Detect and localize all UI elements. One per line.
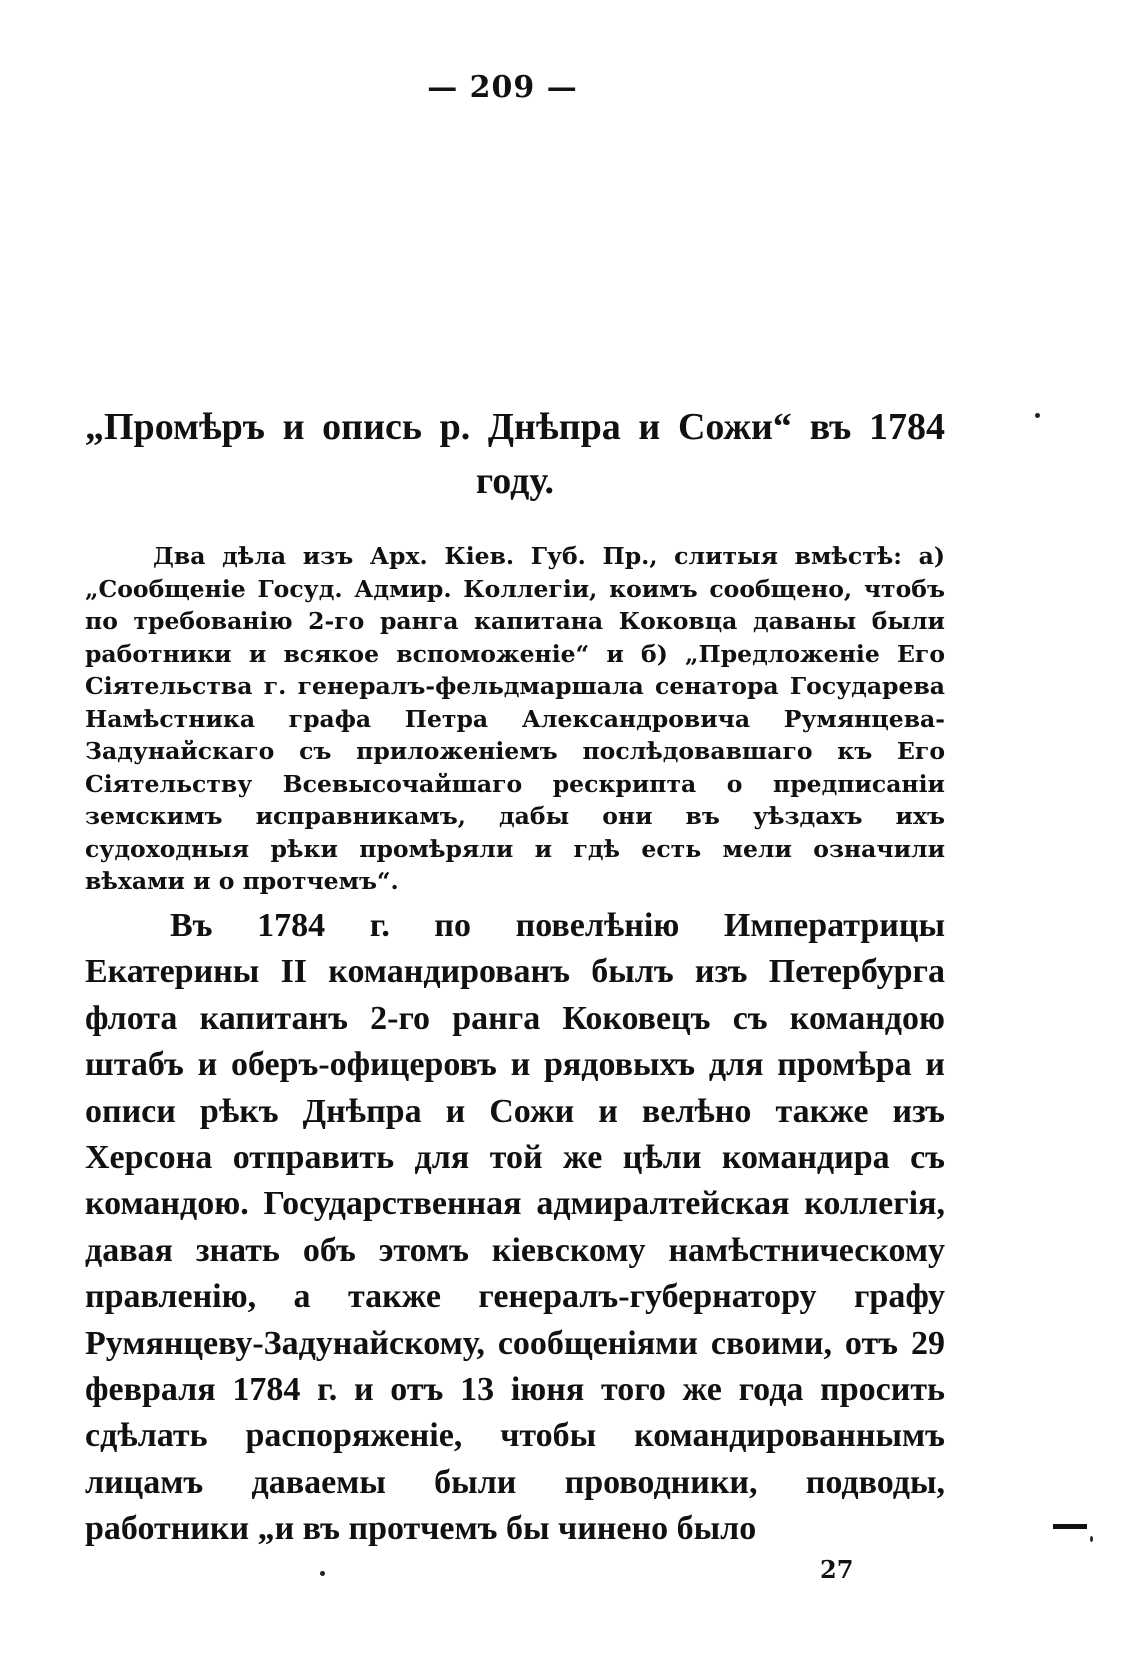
signature-mark: 27 <box>820 1555 854 1584</box>
scan-speck <box>1090 1536 1093 1542</box>
scan-speck <box>320 1571 325 1576</box>
document-title: „Промѣръ и опись р. Днѣпра и Сожи“ въ 1784 году. <box>85 406 945 502</box>
margin-dash-mark <box>1053 1524 1087 1529</box>
body-paragraph: Въ 1784 г. по повелѣнію Императрицы Екатерины II командированъ былъ изъ Петербурга флота капитанъ 2-го ранга Коковецъ съ командою штабъ и оберъ-офицеровъ и рядовыхъ для промѣра и описи рѣкъ Днѣпра и Сожи и велѣно также изъ Херсона отправить для той же цѣли командира съ командою. Государственная адмиралтейская коллегія, давая знать объ этомъ кіевскому намѣстническому правленію, а также генералъ-губернатору графу Румянцеву-Задунайскому, сообщеніями своими, отъ 29 февраля 1784 г. и отъ 13 іюня того же года просить сдѣлать распоряженіе, чтобы командированнымъ лицамъ даваемы были проводники, подводы, работники „и въ протчемъ бы чинено было <box>85 907 945 1548</box>
page-number: — 209 — <box>427 70 578 105</box>
document-summary: Два дѣла изъ Арх. Кіев. Губ. Пр., слитыя вмѣстѣ: а) „Сообщеніе Госуд. Адмир. Коллегіи, коимъ сообщено, чтобъ по требованію 2-го ранга капитана Коковца даваны были работники и всякое вспоможеніе“ и б) „Предложеніе Его Сіятельства г. генералъ-фельдмаршала сенатора Государева Намѣстника графа Петра Александровича Румянцева-Задунайскаго съ приложеніемъ послѣдовавшаго къ Его Сіятельству Всевысочайшаго рескрипта о предписаніи земскимъ исправникамъ, дабы они въ уѣздахъ ихъ судоходныя рѣки промѣряли и гдѣ есть мели означили вѣхами и о протчемъ“. <box>85 542 945 895</box>
scan-speck <box>1035 413 1040 418</box>
